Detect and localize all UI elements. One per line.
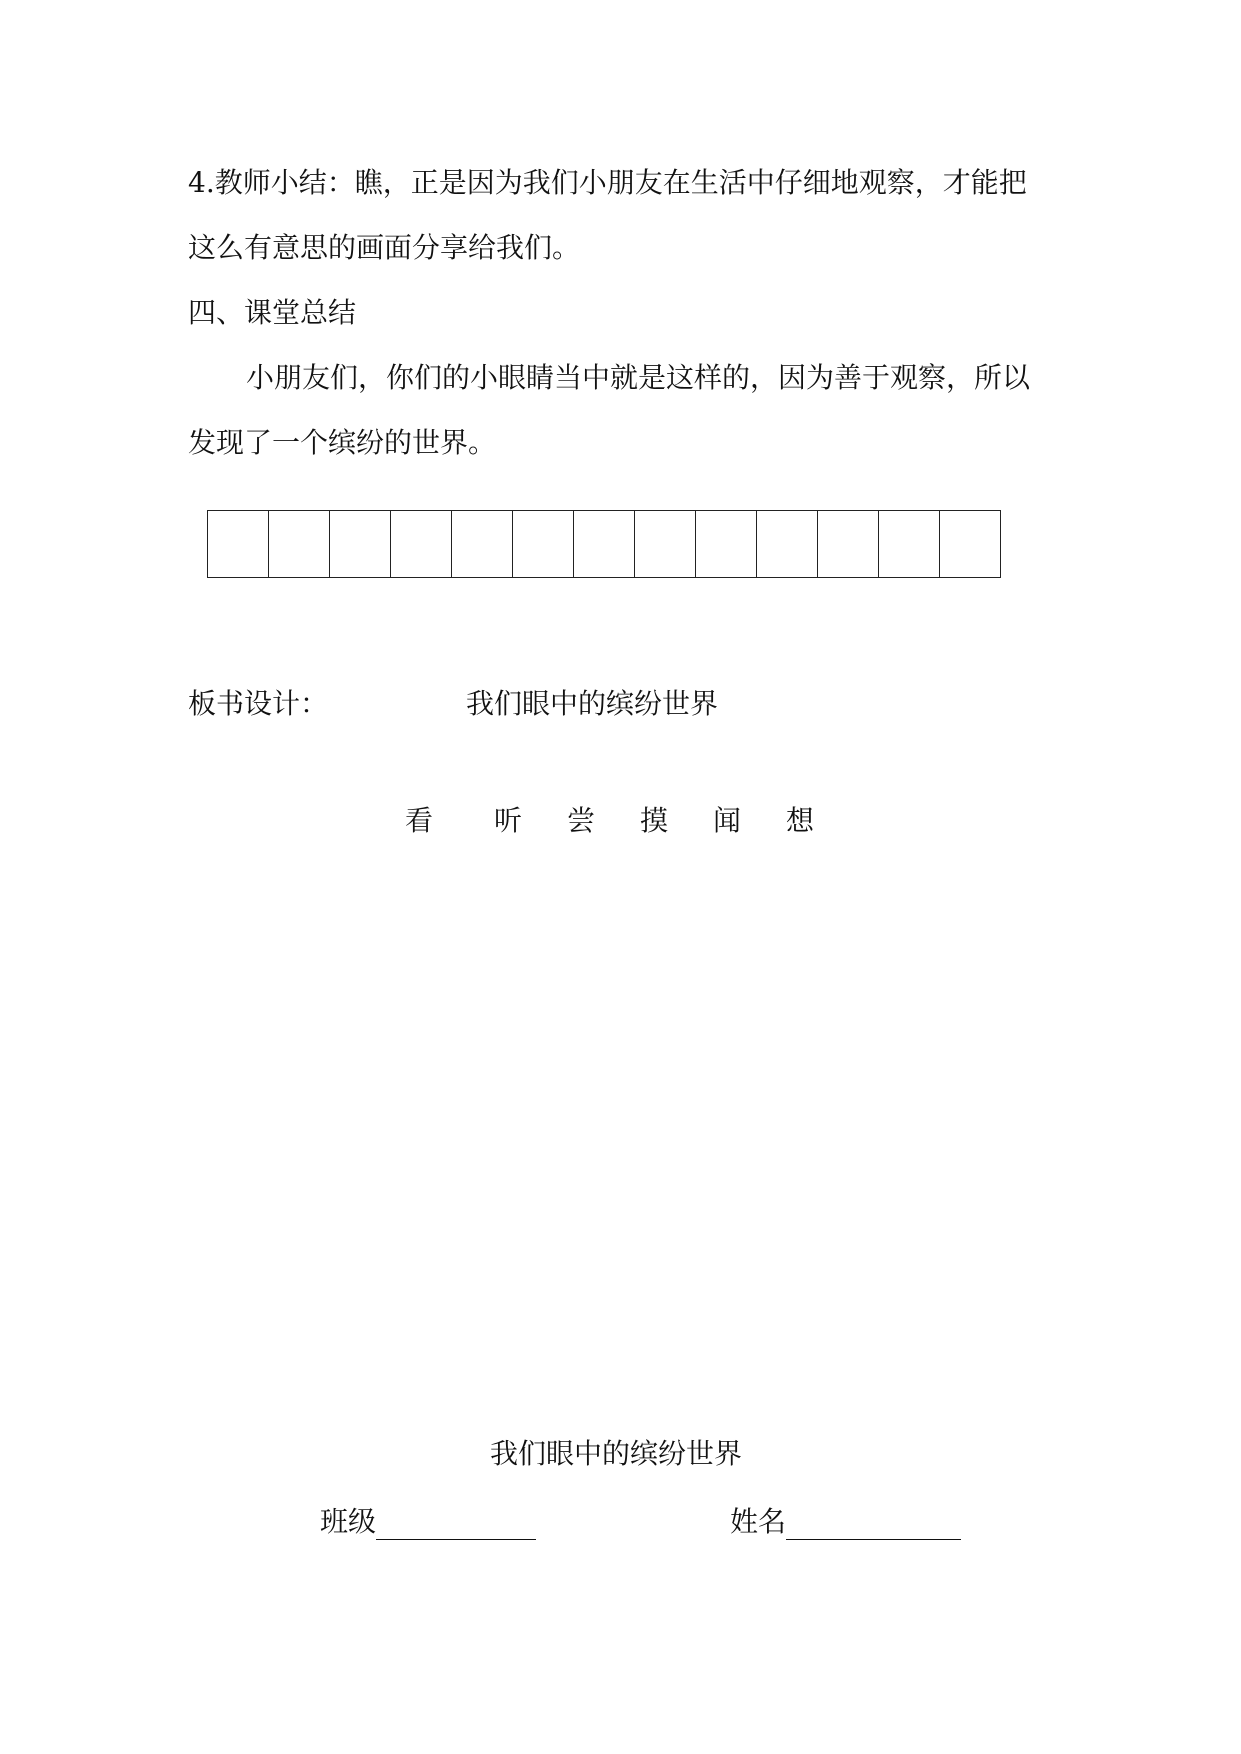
sense-hear: 听: [494, 804, 523, 837]
grid-cell: [696, 511, 757, 578]
conclusion-line-1: 小朋友们，你们的小眼睛当中就是这样的，因为善于观察，所以: [246, 361, 1031, 394]
teacher-summary-line-1: 4.教师小结：瞧，正是因为我们小朋友在生活中仔细地观察，才能把: [188, 166, 1027, 199]
sense-taste: 尝: [567, 804, 596, 837]
class-blank[interactable]: [376, 1509, 536, 1540]
grid-cell: [391, 511, 452, 578]
writing-grid: [207, 510, 1001, 578]
grid-cell: [574, 511, 635, 578]
board-design-label: 板书设计：: [188, 687, 329, 720]
class-field: [320, 1504, 536, 1540]
sense-touch: 摸: [640, 804, 669, 837]
teacher-summary-line-2: 这么有意思的画面分享给我们。: [188, 231, 581, 264]
class-label: 班级: [320, 1505, 377, 1538]
grid-cell: [330, 511, 391, 578]
board-design-title: 我们眼中的缤纷世界: [466, 687, 719, 720]
sense-smell: 闻: [713, 804, 742, 837]
grid-cell: [208, 511, 269, 578]
conclusion-line-2: 发现了一个缤纷的世界。: [188, 426, 497, 459]
grid-cell: [513, 511, 574, 578]
senses-row: [0, 803, 1241, 839]
grid-cell: [269, 511, 330, 578]
section-heading: 四、课堂总结: [188, 296, 357, 329]
grid-cell: [879, 511, 940, 578]
name-label: 姓名: [730, 1505, 787, 1538]
grid-cell: [757, 511, 818, 578]
worksheet-title: 我们眼中的缤纷世界: [490, 1437, 743, 1470]
name-blank[interactable]: [786, 1509, 961, 1540]
grid-cell: [635, 511, 696, 578]
sense-see: 看: [405, 804, 434, 837]
grid-cell: [452, 511, 513, 578]
grid-cell: [940, 511, 1001, 578]
sense-think: 想: [786, 804, 815, 837]
grid-cell: [818, 511, 879, 578]
name-field: [730, 1504, 961, 1540]
